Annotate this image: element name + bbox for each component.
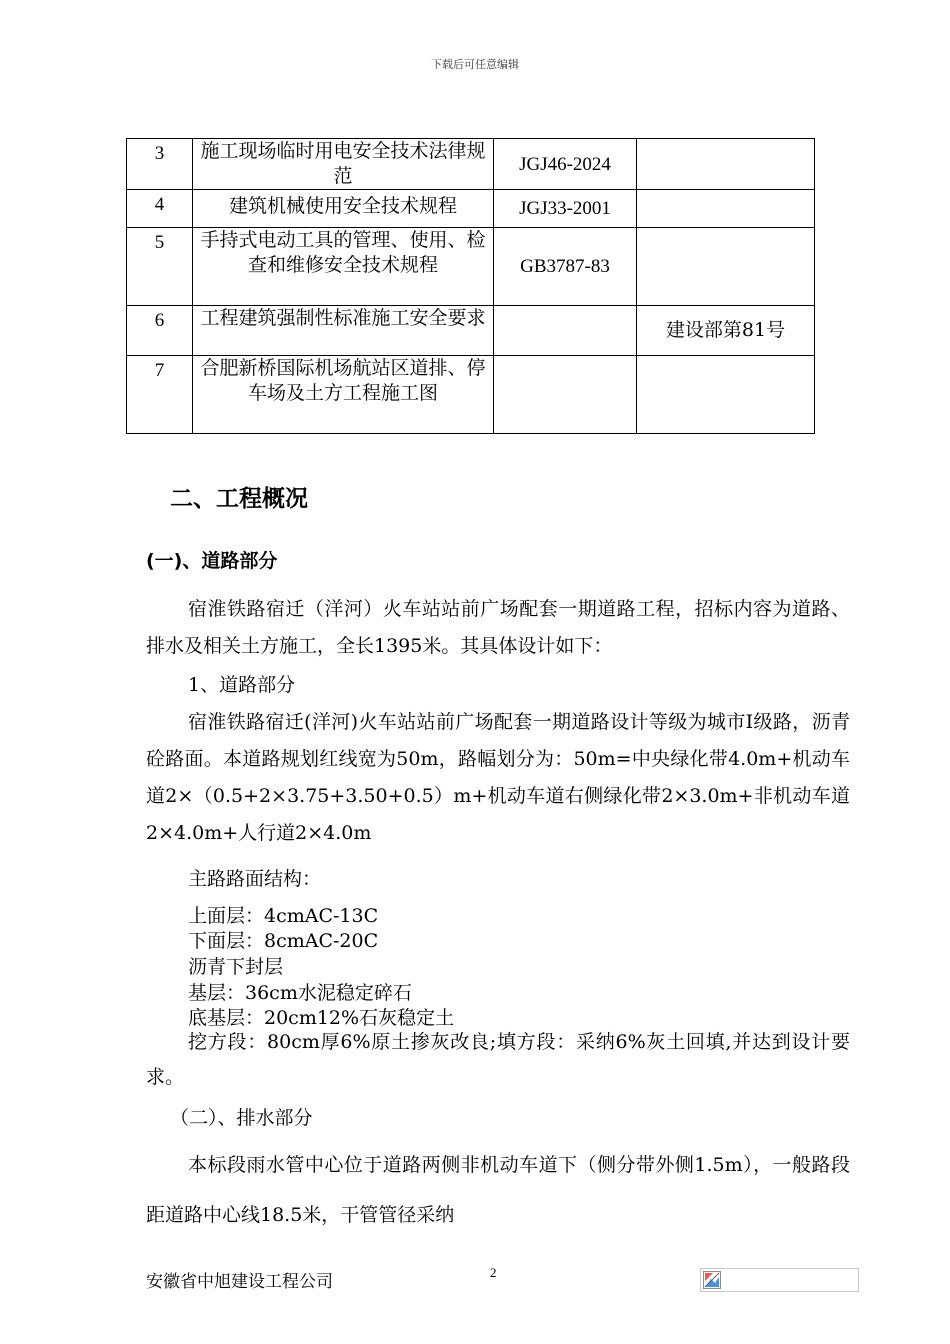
layer-line: 底基层：20cm12%石灰稳定土	[188, 1007, 455, 1029]
standard-name: 手持式电动工具的管理、使用、检查和维修安全技术规程	[193, 228, 494, 306]
footer-company: 安徽省中旭建设工程公司	[146, 1272, 333, 1292]
page-header-note: 下载后可任意编辑	[431, 58, 519, 71]
row-number: 3	[127, 139, 193, 190]
subsection-heading: (一)、道路部分	[146, 550, 278, 572]
drainage-paragraph: 本标段雨水管中心位于道路两侧非机动车道下（侧分带外侧1.5m），一般路段距道路中心线18.5米，干管管径采纳	[146, 1154, 850, 1226]
standard-code	[494, 306, 637, 356]
standard-note	[637, 139, 815, 190]
standard-code	[494, 356, 637, 434]
table-row	[127, 306, 815, 356]
layer-line: 下面层：8cmAC-20C	[188, 930, 379, 952]
standard-note: 建设部第81号	[637, 306, 815, 356]
standard-note	[637, 190, 815, 228]
item-heading-drainage: （二）、排水部分	[170, 1107, 313, 1129]
structure-title: 主路路面结构：	[188, 868, 322, 890]
intro-paragraph: 宿淮铁路宿迁（洋河）火车站站前广场配套一期道路工程，招标内容为道路、排水及相关土方施工，全长1395米。其具体设计如下：	[146, 598, 850, 657]
row-number: 5	[127, 228, 193, 306]
row-number: 7	[127, 356, 193, 434]
layer-line: 上面层：4cmAC-13C	[188, 905, 379, 927]
standard-code: GB3787-83	[494, 228, 637, 306]
page-number: 2	[490, 1265, 497, 1280]
standard-note	[637, 356, 815, 434]
layer-line: 沥青下封层	[188, 956, 284, 978]
broken-image-icon	[703, 1271, 721, 1289]
standard-name: 施工现场临时用电安全技术法律规范	[193, 139, 494, 190]
table-row	[127, 356, 815, 434]
table-row	[127, 139, 815, 190]
table-row	[127, 228, 815, 306]
standard-name: 工程建筑强制性标准施工安全要求	[193, 306, 494, 356]
excavation-paragraph: 挖方段：80cm厚6%原土掺灰改良;填方段：采纳6%灰土回填,并达到设计要求。	[146, 1031, 850, 1088]
row-number: 4	[127, 190, 193, 228]
item-heading-road: 1、道路部分	[188, 674, 296, 696]
row-number: 6	[127, 306, 193, 356]
section-heading: 二、工程概况	[170, 486, 308, 512]
table-row	[127, 190, 815, 228]
layer-line: 基层：36cm水泥稳定碎石	[188, 982, 412, 1004]
road-design-paragraph: 宿淮铁路宿迁(洋河)火车站站前广场配套一期道路设计等级为城市Ⅰ级路，沥青砼路面。本道路规划红线宽为50m，路幅划分为：50m=中央绿化带4.0m+机动车道2×（0.5+2×3.75+3.50+0.5）m+机动车道右侧绿化带2×3.0m+非机动车道2×4.0m+人行道2×4.0m	[146, 711, 850, 844]
standard-code: JGJ33-2001	[494, 190, 637, 228]
standard-code: JGJ46-2024	[494, 139, 637, 190]
footer-image-frame	[700, 1268, 859, 1292]
standard-name: 合肥新桥国际机场航站区道排、停车场及土方工程施工图	[193, 356, 494, 434]
standard-note	[637, 228, 815, 306]
standard-name: 建筑机械使用安全技术规程	[193, 190, 494, 228]
reference-standards-table	[126, 138, 815, 434]
